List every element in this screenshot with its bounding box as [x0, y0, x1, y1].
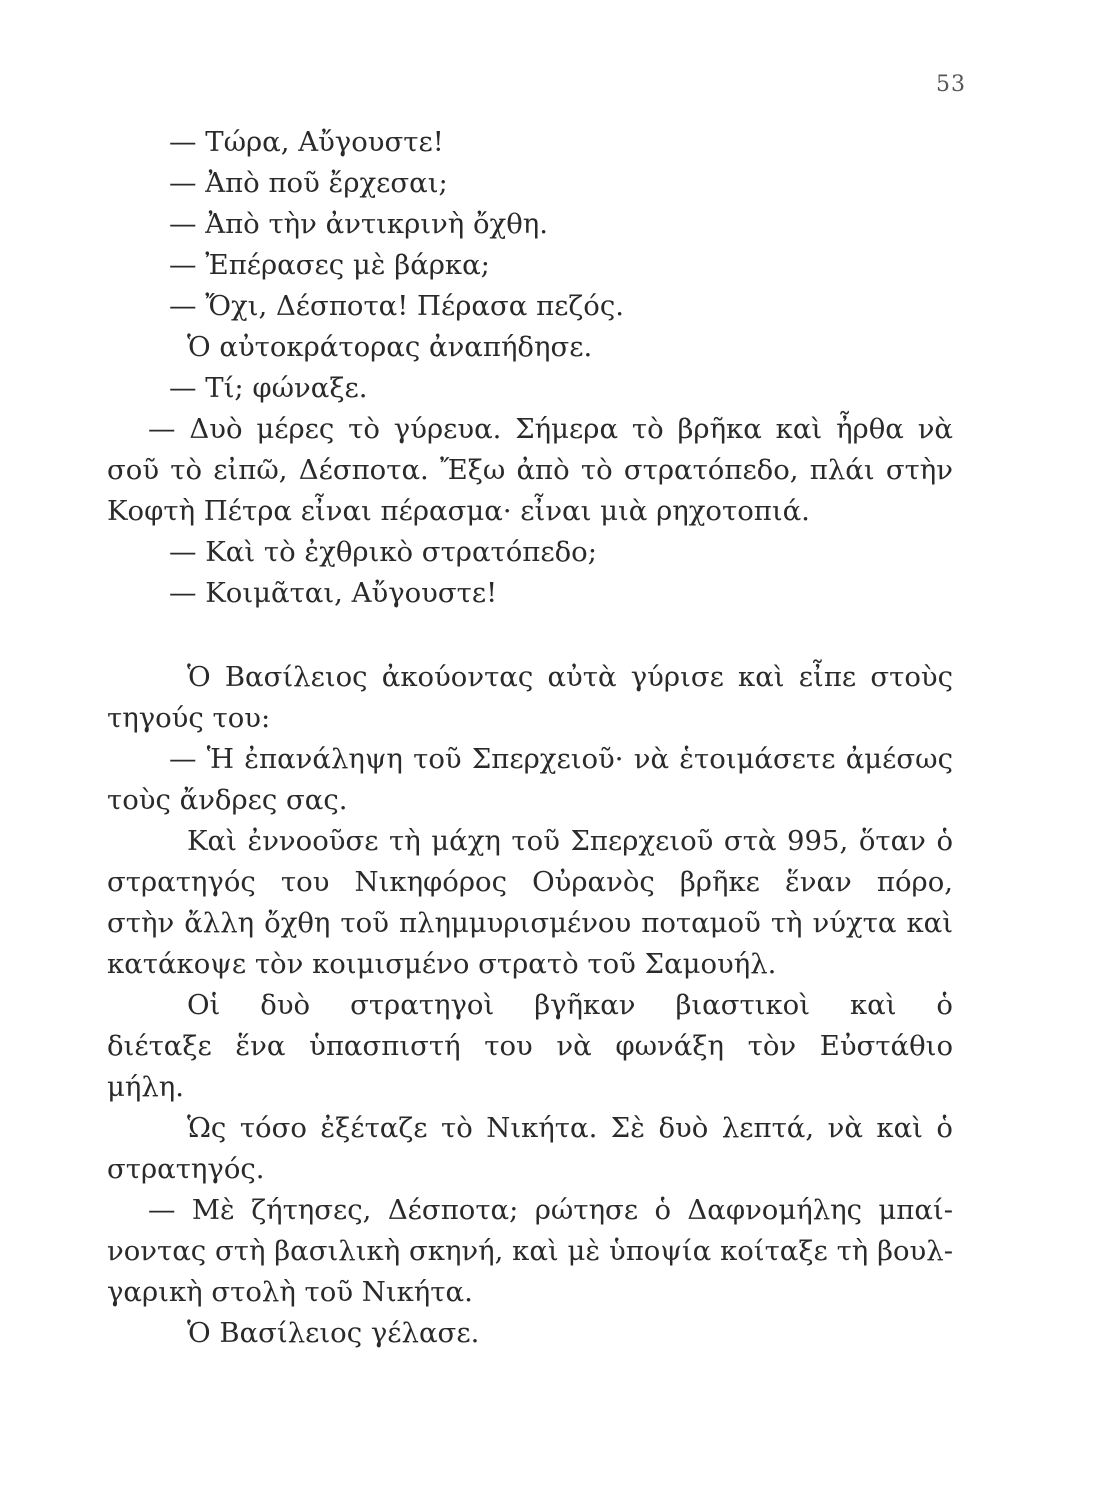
text-line: — Κοιμᾶται, Αὔγουστε!	[169, 577, 498, 609]
text-line: Κοφτὴ Πέτρα εἶναι πέρασμα· εἶναι μιὰ ρηχοτοπιά.	[107, 495, 810, 527]
text-line: Οἱ δυὸ στρατηγοὶ βγῆκαν βιαστικοὶ καὶ ὁ	[187, 989, 953, 1021]
text-line: γαρικὴ στολὴ τοῦ Νικήτα.	[107, 1276, 473, 1308]
text-line: τηγούς του:	[107, 702, 271, 734]
text-line: Καὶ ἐννοοῦσε τὴ μάχη τοῦ Σπερχειοῦ στὰ 995, ὅταν ὁ	[187, 825, 953, 857]
text-line: κατάκοψε τὸν κοιμισμένο στρατὸ τοῦ Σαμουήλ.	[107, 948, 777, 980]
text-line: — Τί; φώναξε.	[169, 372, 368, 404]
text-line: — Μὲ ζήτησες, Δέσποτα; ρώτησε ὁ Δαφνομήλης μπαί-	[148, 1194, 953, 1226]
page-number: 53	[936, 72, 966, 97]
text-line: — Ἀπὸ τὴν ἀντικρινὴ ὄχθη.	[169, 208, 548, 240]
text-line: τοὺς ἄνδρες σας.	[107, 784, 348, 816]
text-line: στὴν ἄλλη ὄχθη τοῦ πλημμυρισμένου ποταμοῦ τὴ νύχτα καὶ	[107, 907, 953, 939]
text-line: Ὁ αὐτοκράτορας ἀναπήδησε.	[187, 331, 593, 363]
text-line: Ὡς τόσο ἐξέταζε τὸ Νικήτα. Σὲ δυὸ λεπτά, νὰ καὶ ὁ	[187, 1112, 953, 1144]
text-line: — Καὶ τὸ ἐχθρικὸ στρατόπεδο;	[169, 536, 597, 568]
text-line: — Ἡ ἐπανάληψη τοῦ Σπερχειοῦ· νὰ ἑτοιμάσετε ἀμέσως	[169, 743, 953, 775]
text-line: μήλη.	[107, 1071, 184, 1103]
text-line: — Ἐπέρασες μὲ βάρκα;	[169, 249, 490, 281]
text-line: στρατηγός του Νικηφόρος Οὐρανὸς βρῆκε ἕναν πόρο,	[107, 866, 953, 898]
text-line: — Δυὸ μέρες τὸ γύρευα. Σήμερα τὸ βρῆκα καὶ ἦρθα νὰ	[148, 413, 953, 445]
narrative-section	[107, 657, 953, 1354]
text-line: στρατηγός.	[107, 1153, 265, 1185]
text-line: — Τώρα, Αὔγουστε!	[169, 126, 444, 158]
text-line: Ὁ Βασίλειος ἀκούοντας αὐτὰ γύρισε καὶ εἶπε στοὺς	[187, 661, 953, 693]
text-line: σοῦ τὸ εἰπῶ, Δέσποτα. Ἔξω ἀπὸ τὸ στρατόπεδο, πλάι στὴν	[107, 454, 953, 486]
text-line: Ὁ Βασίλειος γέλασε.	[187, 1317, 480, 1349]
text-line: — Ὄχι, Δέσποτα! Πέρασα πεζός.	[169, 290, 624, 322]
text-line: — Ἀπὸ ποῦ ἔρχεσαι;	[169, 167, 448, 199]
text-line: νοντας στὴ βασιλικὴ σκηνή, καὶ μὲ ὑποψία κοίταξε τὴ βουλ-	[107, 1235, 953, 1267]
text-line: διέταξε ἕνα ὑπασπιστή του νὰ φωνάξη τὸν Εὐστάθιο	[107, 1030, 953, 1062]
dialogue-section	[107, 122, 953, 614]
